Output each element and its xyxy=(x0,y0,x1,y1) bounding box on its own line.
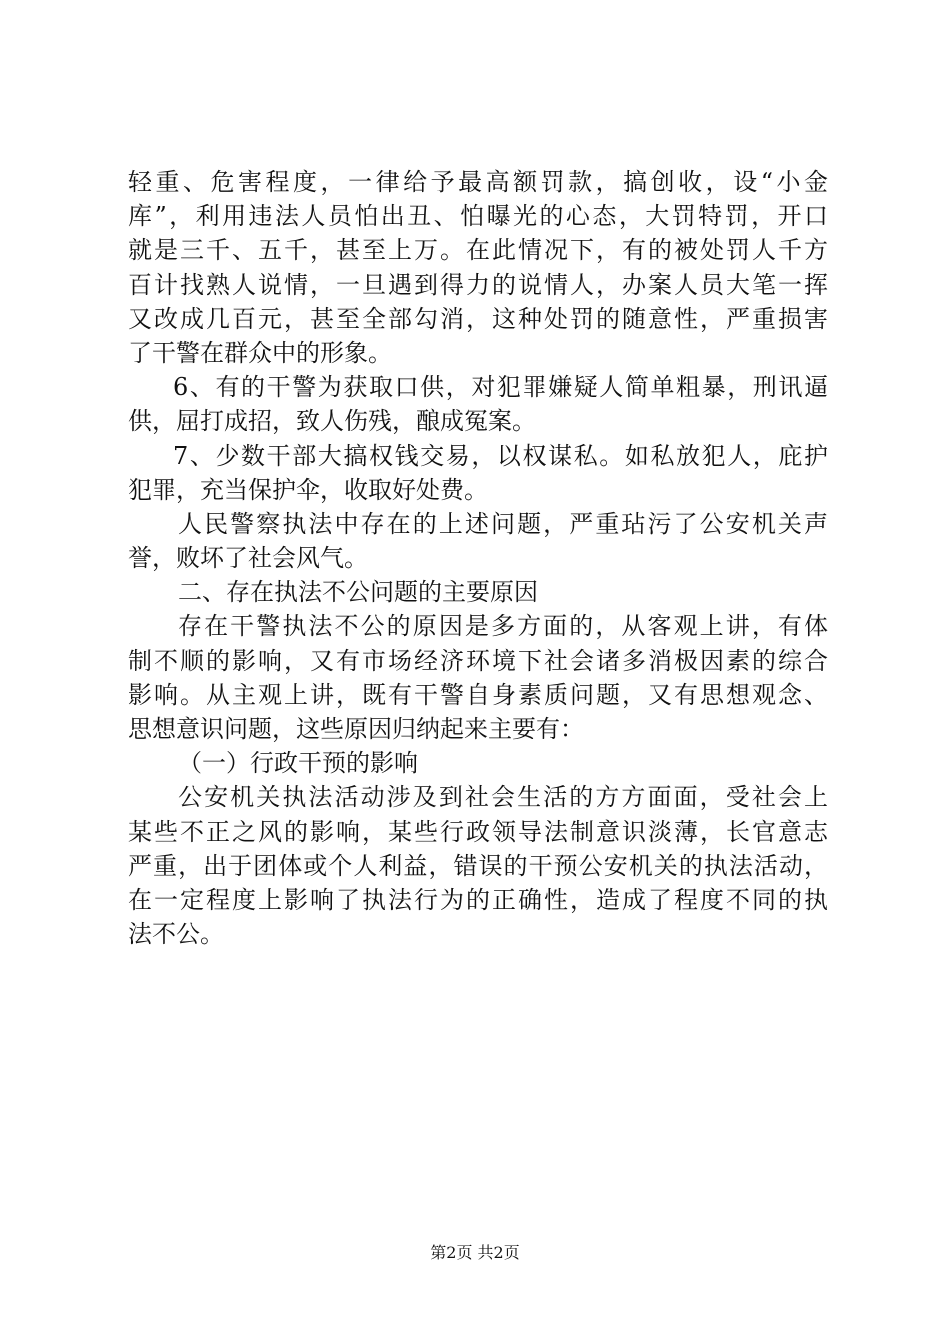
text-line: 影响。从主观上讲，既有干警自身素质问题，又有思想观念、 xyxy=(128,680,828,709)
heading-text: （一）行政干预的影响 xyxy=(178,749,418,778)
text-line: 存在干警执法不公的原因是多方面的，从客观上讲，有体 xyxy=(178,612,828,641)
text-line: 又改成几百元，甚至全部勾消，这种处罚的随意性，严重损害 xyxy=(128,304,828,333)
page-number: 第2页 共2页 xyxy=(430,1243,520,1262)
text-line: 6、有的干警为获取口供，对犯罪嫌疑人简单粗暴，刑讯逼 xyxy=(173,373,828,402)
page-footer xyxy=(0,1242,950,1264)
subsection-heading xyxy=(128,746,828,780)
text-line: 制不顺的影响，又有市场经济环境下社会诸多消极因素的综合 xyxy=(128,646,828,675)
text-line: 犯罪，充当保护伞，收取好处费。 xyxy=(128,475,488,504)
text-line: 严重，出于团体或个人利益，错误的干预公安机关的执法活动， xyxy=(128,851,828,880)
text-line: 供，屈打成招，致人伤残，酿成冤案。 xyxy=(128,407,536,436)
text-line: 库”，利用违法人员怕出丑、怕曝光的心态，大罚特罚，开口 xyxy=(128,202,828,231)
text-line: 思想意识问题，这些原因归纳起来主要有： xyxy=(128,715,584,743)
text-line: 某些不正之风的影响，某些行政领导法制意识淡薄，长官意志 xyxy=(128,817,828,846)
heading-text: 二、存在执法不公问题的主要原因 xyxy=(178,578,538,607)
paragraph-penalty xyxy=(128,165,828,370)
paragraph-interference xyxy=(128,780,828,951)
text-line: 就是三千、五千，甚至上万。在此情况下，有的被处罚人千方 xyxy=(128,236,828,265)
paragraph-causes xyxy=(128,609,828,746)
text-line: 在一定程度上影响了执法行为的正确性，造成了程度不同的执 xyxy=(128,885,828,914)
text-line: 法不公。 xyxy=(128,920,224,949)
text-line: 公安机关执法活动涉及到社会生活的方方面面，受社会上 xyxy=(178,783,828,812)
text-line: 人民警察执法中存在的上述问题，严重玷污了公安机关声 xyxy=(178,509,828,538)
text-line: 轻重、危害程度，一律给予最高额罚款，搞创收，设“小金 xyxy=(128,168,828,196)
text-line: 誉，败坏了社会风气。 xyxy=(128,544,368,573)
paragraph-item-7 xyxy=(128,439,828,507)
paragraph-item-6 xyxy=(128,370,828,438)
section-heading xyxy=(128,575,828,609)
text-line: 百计找熟人说情，一旦遇到得力的说情人，办案人员大笔一挥 xyxy=(128,270,828,299)
paragraph-summary xyxy=(128,507,828,575)
body-text xyxy=(128,165,828,951)
text-line: 7、少数干部大搞权钱交易，以权谋私。如私放犯人，庇护 xyxy=(173,441,828,470)
text-line: 了干警在群众中的形象。 xyxy=(128,338,392,367)
